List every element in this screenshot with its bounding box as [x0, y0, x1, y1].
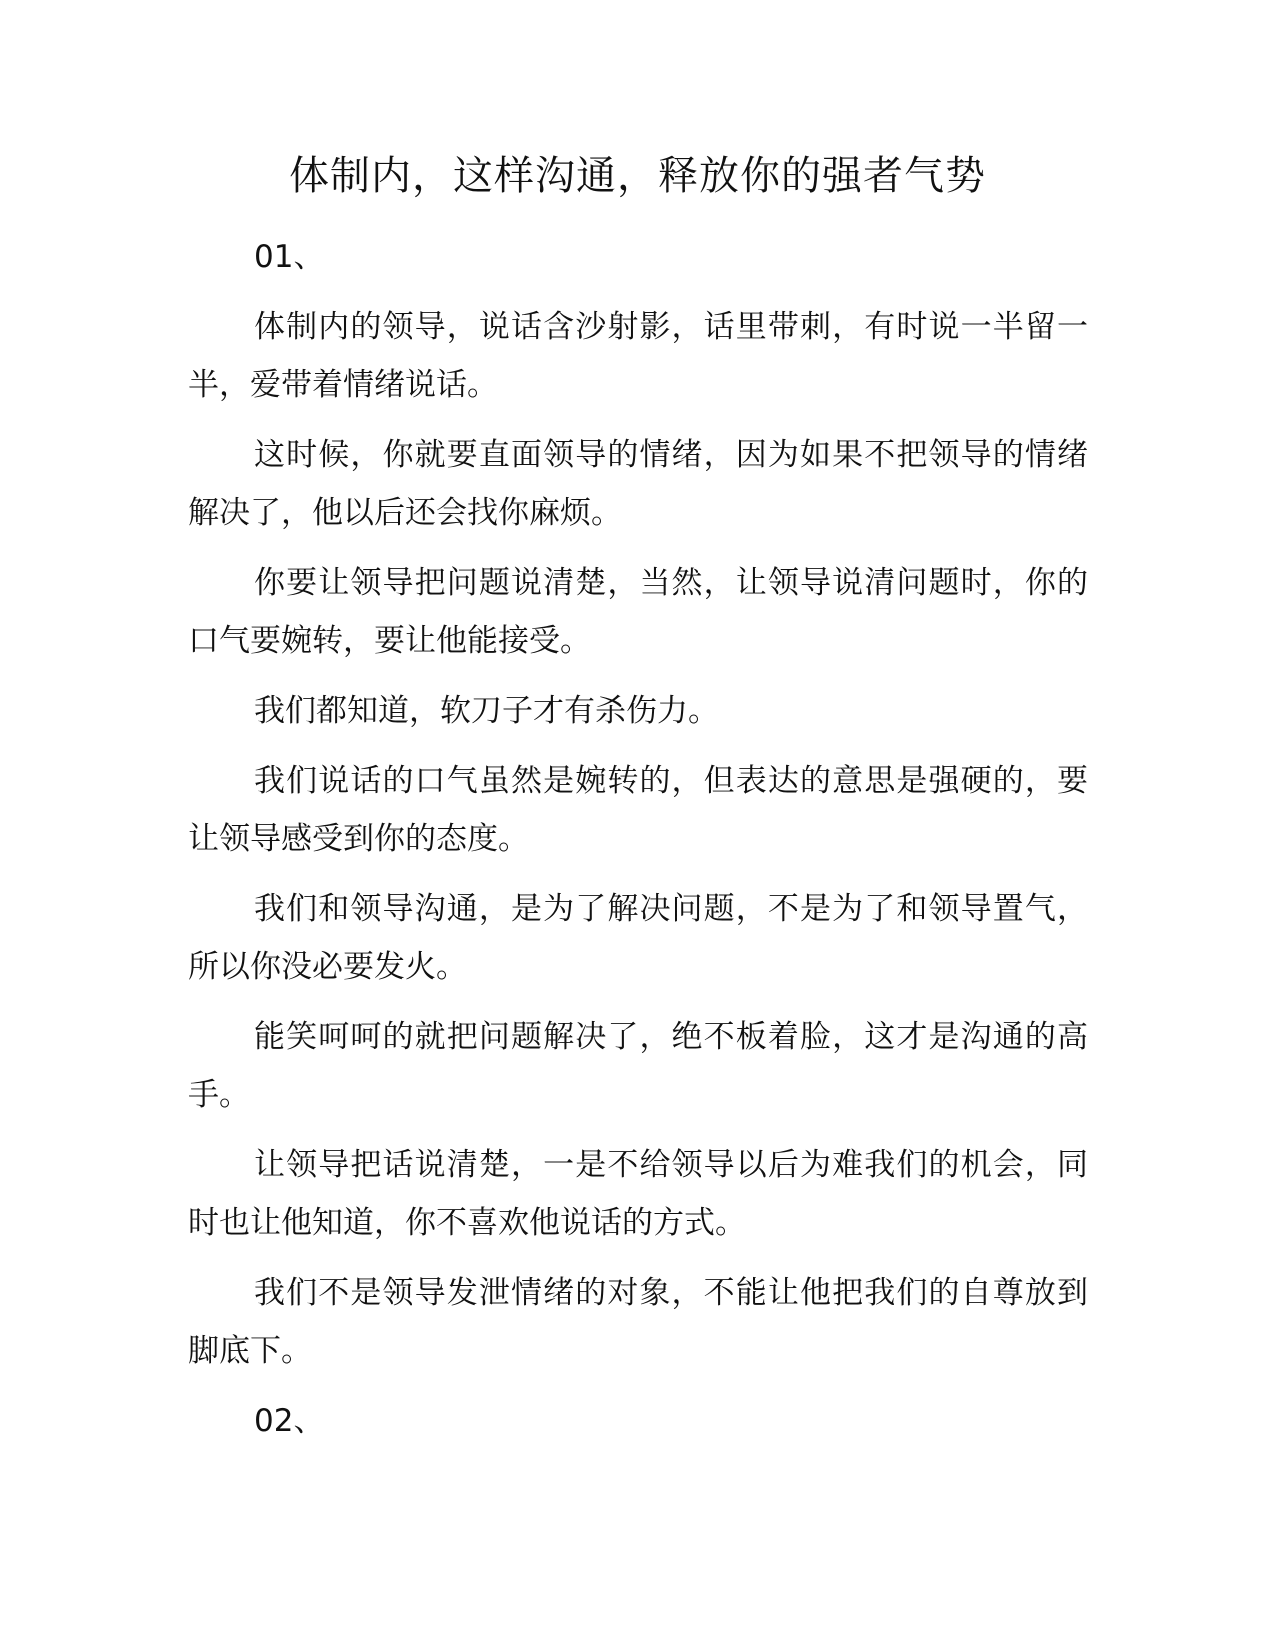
paragraph: 能笑呵呵的就把问题解决了，绝不板着脸，这才是沟通的高手。: [188, 1019, 1088, 1113]
paragraph: 我们都知道，软刀子才有杀伤力。: [254, 693, 719, 729]
paragraph: 我们和领导沟通，是为了解决问题，不是为了和领导置气，所以你没必要发火。: [188, 891, 1088, 985]
paragraph: 我们不是领导发泄情绪的对象，不能让他把我们的自尊放到脚底下。: [188, 1275, 1088, 1369]
section-heading-01: 01、: [254, 239, 325, 275]
paragraph: 你要让领导把问题说清楚，当然，让领导说清问题时，你的口气要婉转，要让他能接受。: [188, 565, 1088, 659]
paragraph: 我们说话的口气虽然是婉转的，但表达的意思是强硬的，要让领导感受到你的态度。: [188, 763, 1088, 857]
document-title: 体制内，这样沟通，释放你的强者气势: [289, 153, 986, 199]
paragraph: 让领导把话说清楚，一是不给领导以后为难我们的机会，同时也让他知道，你不喜欢他说话的方式。: [188, 1147, 1088, 1241]
section-heading-02: 02、: [254, 1403, 325, 1439]
paragraph: 这时候，你就要直面领导的情绪，因为如果不把领导的情绪解决了，他以后还会找你麻烦。: [188, 437, 1088, 531]
paragraph: 体制内的领导，说话含沙射影，话里带刺，有时说一半留一半，爱带着情绪说话。: [188, 309, 1088, 403]
document-body: [188, 228, 1088, 1462]
